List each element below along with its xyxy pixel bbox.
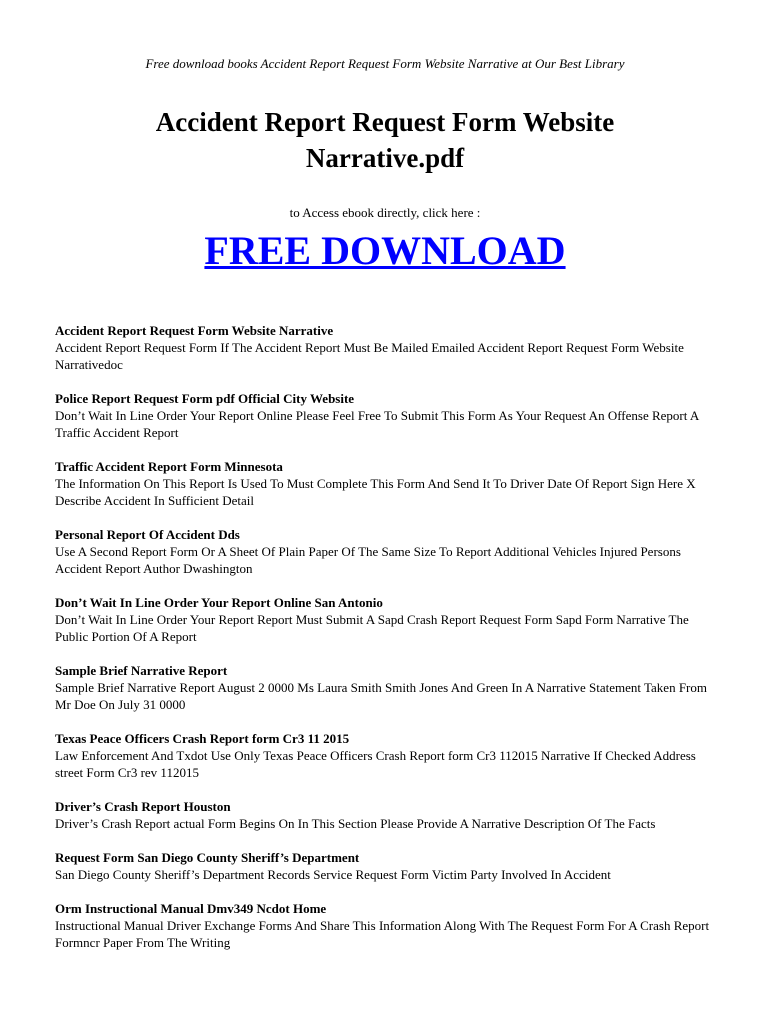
free-download-link[interactable]: FREE DOWNLOAD — [204, 228, 566, 273]
entry-title: Police Report Request Form pdf Official City Website — [55, 391, 355, 406]
entry-description: Driver’s Crash Report actual Form Begins On In This Section Please Provide A Narrative Description Of The Facts — [55, 816, 656, 831]
entry-title: Request Form San Diego County Sheriff’s Department — [55, 850, 360, 865]
access-instruction: to Access ebook directly, click here : — [289, 205, 481, 220]
entry-description: The Information On This Report Is Used To Must Complete This Form And Send It To Driver Date Of Report Sign Here X Describe Accident In Sufficient Detail — [55, 476, 696, 508]
list-item — [55, 458, 725, 509]
entry-description: Sample Brief Narrative Report August 2 0000 Ms Laura Smith Smith Jones And Green In A Narrative Statement Taken From Mr Doe On July 31 0000 — [55, 680, 707, 712]
entry-description: Use A Second Report Form Or A Sheet Of Plain Paper Of The Same Size To Report Additional Vehicles Injured Persons Accident Report Author Dwashington — [55, 544, 681, 576]
entry-title: Personal Report Of Accident Dds — [55, 527, 240, 542]
document-title: Accident Report Request Form Website Narrative.pdf — [155, 107, 615, 173]
entry-title: Driver’s Crash Report Houston — [55, 799, 231, 814]
list-item — [55, 594, 725, 645]
list-item — [55, 849, 725, 883]
list-item — [55, 662, 725, 713]
list-item — [55, 730, 725, 781]
entry-title: Texas Peace Officers Crash Report form Cr3 11 2015 — [55, 731, 350, 746]
entry-description: Accident Report Request Form If The Accident Report Must Be Mailed Emailed Accident Report Request Form Website Narrativedoc — [55, 340, 684, 372]
entry-description: Don’t Wait In Line Order Your Report Report Must Submit A Sapd Crash Report Request Form Sapd Form Narrative The Public Portion Of A Report — [55, 612, 689, 644]
list-item — [55, 798, 725, 832]
entry-list — [55, 322, 725, 968]
entry-description: Law Enforcement And Txdot Use Only Texas Peace Officers Crash Report form Cr3 112015 Narrative If Checked Address street Form Cr3 rev 112015 — [55, 748, 696, 780]
entry-title: Orm Instructional Manual Dmv349 Ncdot Home — [55, 901, 327, 916]
entry-title: Sample Brief Narrative Report — [55, 663, 228, 678]
entry-title: Traffic Accident Report Form Minnesota — [55, 459, 283, 474]
entry-title: Don’t Wait In Line Order Your Report Online San Antonio — [55, 595, 383, 610]
list-item — [55, 900, 725, 951]
entry-description: Don’t Wait In Line Order Your Report Online Please Feel Free To Submit This Form As Your Request An Offense Report A Traffic Accident Report — [55, 408, 699, 440]
entry-description: Instructional Manual Driver Exchange Forms And Share This Information Along With The Request Form For A Crash Report Formncr Paper From The Writing — [55, 918, 710, 950]
list-item — [55, 390, 725, 441]
entry-description: San Diego County Sheriff’s Department Records Service Request Form Victim Party Involved In Accident — [55, 867, 611, 882]
entry-title: Accident Report Request Form Website Narrative — [55, 323, 334, 338]
list-item — [55, 526, 725, 577]
header-tagline: Free download books Accident Report Request Form Website Narrative at Our Best Library — [145, 56, 625, 71]
list-item — [55, 322, 725, 373]
